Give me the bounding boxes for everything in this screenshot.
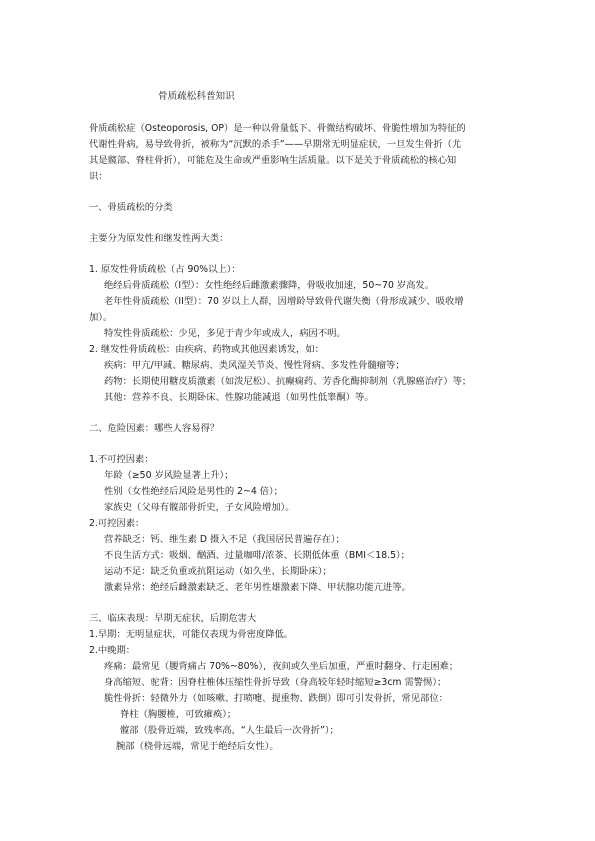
- sub-item-continued: 加）。: [89, 312, 113, 323]
- sub-item: 脆性骨折：轻微外力（如咳嗽、打喷嚏、提重物、跌倒）即可引发骨折，常见部位：: [104, 693, 448, 704]
- list-item: 1. 原发性骨质疏松（占 90%以上）：: [89, 264, 241, 275]
- intro-line: 识：: [89, 171, 108, 182]
- sub-item: 家族史（父母有髋部骨折史，子女风险增加）。: [104, 502, 295, 513]
- list-item: 1.早期：无明显症状，可能仅表现为骨密度降低。: [89, 629, 294, 640]
- intro-line: 代谢性骨病，易导致骨折，被称为“沉默的杀手”——早期常无明显症状，一旦发生骨折（尤: [89, 139, 462, 150]
- sub-item: 性别（女性绝经后风险是男性的 2~4 倍）；: [104, 486, 283, 497]
- sub-sub-item: 髋部（股骨近端，致残率高，“人生最后一次骨折”）；: [120, 725, 339, 736]
- sub-item: 特发性骨质疏松：少见，多见于青少年或成人，病因不明。: [104, 328, 346, 339]
- sub-item: 运动不足：缺乏负重或抗阻运动（如久坐、长期卧床）；: [104, 566, 332, 577]
- sub-item: 身高缩短、驼背：因脊柱椎体压缩性骨折导致（身高较年轻时缩短≥3cm 需警惕）；: [104, 677, 447, 688]
- sub-item: 不良生活方式：吸烟、酗酒、过量咖啡/浓茶、长期低体重（BMI＜18.5）；: [104, 550, 410, 561]
- sub-item: 营养缺乏：钙、维生素 D 摄入不足（我国居民普遍存在）；: [104, 534, 345, 545]
- paragraph: 主要分为原发性和继发性两大类：: [89, 233, 229, 244]
- section-heading: 二、危险因素：哪些人容易得？: [89, 423, 220, 434]
- sub-item: 其他：营养不良、长期卧床、性腺功能减退（如男性低睾酮）等。: [104, 392, 374, 403]
- section-heading: 一、骨质疏松的分类: [89, 202, 173, 213]
- intro-line: 其是髋部、脊柱骨折），可能危及生命或严重影响生活质量。以下是关于骨质疏松的核心知: [89, 155, 457, 166]
- sub-item: 老年性骨质疏松（II型）：70 岁以上人群，因增龄导致骨代谢失衡（骨形成减少、吸收增: [104, 296, 464, 307]
- sub-item: 疾病：甲亢/甲减、糖尿病、类风湿关节炎、慢性肾病、多发性骨髓瘤等；: [104, 360, 405, 371]
- sub-item: 激素异常：绝经后雌激素缺乏、老年男性雄激素下降、甲状腺功能亢进等。: [104, 582, 411, 593]
- list-item: 2.可控因素：: [89, 518, 145, 529]
- list-item: 2. 继发性骨质疏松：由疾病、药物或其他因素诱发，如：: [89, 344, 324, 355]
- document-title: 骨质疏松科普知识: [158, 91, 235, 102]
- intro-line: 骨质疏松症（Osteoporosis, OP）是一种以骨量低下、骨微结构破坏、骨脆性增加为特征的: [89, 123, 466, 134]
- sub-item: 疼痛：最常见（腰背痛占 70%~80%），夜间或久坐后加重，严重时翻身、行走困难；: [104, 661, 459, 672]
- sub-sub-item: 脊柱（胸腰椎，可致瘫痪）；: [120, 709, 237, 720]
- list-item: 1.不可控因素：: [89, 454, 154, 465]
- sub-item: 绝经后骨质疏松（I型）：女性绝经后雌激素骤降，骨吸收加速，50~70 岁高发。: [104, 280, 434, 291]
- sub-item: 年龄（≥50 岁风险显著上升）；: [104, 470, 234, 481]
- list-item: 2.中晚期：: [89, 645, 136, 656]
- section-heading: 三、临床表现：早期无症状，后期危害大: [89, 613, 257, 624]
- sub-sub-item: 腕部（桡骨远端，常见于绝经后女性）。: [116, 741, 279, 752]
- sub-item: 药物：长期使用糖皮质激素（如泼尼松）、抗癫痫药、芳香化酶抑制剂（乳腺癌治疗）等；: [104, 376, 472, 387]
